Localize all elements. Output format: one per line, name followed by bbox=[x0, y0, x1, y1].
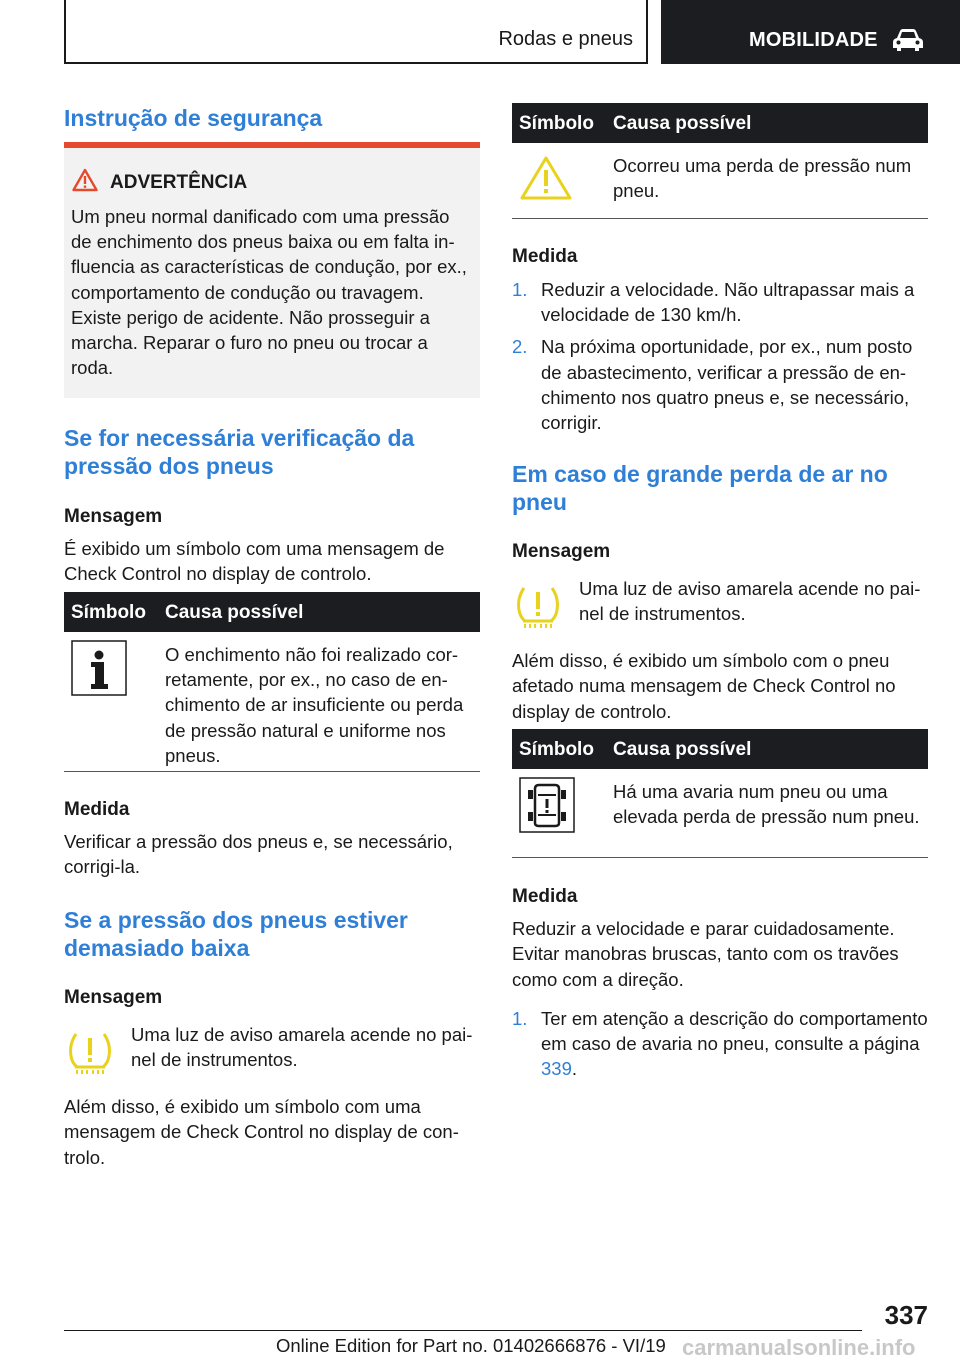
tire-pressure-warning-icon bbox=[515, 584, 561, 635]
car-icon bbox=[891, 27, 925, 58]
table-header-cause: Causa possível bbox=[613, 739, 752, 760]
right-table-1 bbox=[512, 103, 928, 219]
warning-title: ADVERTÊNCIA bbox=[110, 172, 248, 193]
section1-measure-label: Medida bbox=[64, 799, 130, 820]
table-row bbox=[512, 769, 928, 858]
header-section-title: Rodas e pneus bbox=[498, 28, 633, 50]
page-number: 337 bbox=[884, 1300, 928, 1330]
section3-lamp-text: Uma luz de aviso amarela acende no painel de instrumentos. bbox=[579, 578, 921, 625]
table-row bbox=[64, 632, 480, 772]
section2-extra-text: Além disso, é exibido um símbolo com uma mensagem de Check Control no display de controlo. bbox=[64, 1096, 459, 1168]
watermark: carmanualsonline.info bbox=[682, 1335, 916, 1360]
table-header bbox=[512, 729, 928, 769]
page-link[interactable]: 339 bbox=[541, 1058, 572, 1080]
table-header bbox=[64, 592, 480, 632]
section3-measure-label: Medida bbox=[512, 886, 578, 907]
warning-box bbox=[64, 142, 480, 398]
step-number: 1. bbox=[512, 279, 528, 300]
section3-extra-text: Além disso, é exibido um símbolo com o pneu afetado numa mensagem de Check Control no display de controlo. bbox=[512, 650, 896, 722]
table-header-cause: Causa possível bbox=[613, 113, 752, 134]
tire-pressure-warning-icon bbox=[67, 1030, 113, 1081]
section2-message-label: Mensagem bbox=[64, 987, 163, 1008]
section1-table bbox=[64, 592, 480, 772]
section3-heading: Em caso de grande perda de ar no pneu bbox=[512, 461, 888, 515]
car-tire-damage-icon bbox=[519, 777, 575, 838]
section2-lamp-text: Uma luz de aviso amarela acende no painel de instrumentos. bbox=[131, 1024, 473, 1071]
right-measure-label: Medida bbox=[512, 246, 578, 267]
section2-heading: Se a pressão dos pneus estiver demasiado baixa bbox=[64, 907, 408, 961]
step-text: Reduzir a velocidade. Não ultrapassar mais a velocidade de 130 km/h. bbox=[541, 279, 915, 326]
step-text: Na próxima oportunidade, por ex., num posto de abastecimento, verificar a pressão de enchimento nos quatro pneus e, se necessário, corrigir. bbox=[541, 336, 913, 434]
list-item bbox=[512, 334, 928, 435]
right-steps-list bbox=[512, 277, 928, 442]
table-cause-text: O enchimento não foi realizado corretamente, por ex., no caso de enchimento de ar insuficiente ou perda de pressão natural e uniforme nos pneus. bbox=[165, 644, 464, 766]
list-item bbox=[512, 1006, 928, 1082]
section1-message-label: Mensagem bbox=[64, 506, 163, 527]
header-section-box bbox=[64, 0, 648, 64]
right-table-2 bbox=[512, 729, 928, 858]
section1-message-text: É exibido um símbolo com uma mensagem de Check Control no display de controlo. bbox=[64, 538, 445, 585]
table-header-symbol: Símbolo bbox=[519, 739, 594, 760]
table-header-symbol: Símbolo bbox=[71, 602, 146, 623]
header-chapter-bar bbox=[661, 0, 960, 64]
step-number: 1. bbox=[512, 1008, 528, 1029]
table-header bbox=[512, 103, 928, 143]
yellow-warning-triangle-icon bbox=[519, 155, 573, 206]
table-header-symbol: Símbolo bbox=[519, 113, 594, 134]
section3-message-label: Mensagem bbox=[512, 541, 611, 562]
step-text-end: . bbox=[571, 1058, 578, 1080]
section1-measure-text: Verificar a pressão dos pneus e, se necessário, corrigi-la. bbox=[64, 831, 453, 878]
step-number: 2. bbox=[512, 336, 528, 358]
table-cause-text: Há uma avaria num pneu ou uma elevada perda de pressão num pneu. bbox=[613, 781, 920, 828]
footer-edition: Online Edition for Part no. 01402666876 - VI/19 bbox=[276, 1335, 666, 1356]
table-header-cause: Causa possível bbox=[165, 602, 304, 623]
list-item bbox=[512, 277, 928, 327]
section3-measure-text: Reduzir a velocidade e parar cuidadosamente. Evitar manobras bruscas, tanto com os travões como com a direção. bbox=[512, 918, 899, 990]
table-cause-text: Ocorreu uma perda de pressão num pneu. bbox=[613, 155, 912, 202]
warning-triangle-icon bbox=[72, 168, 98, 197]
step-text: Ter em atenção a descrição do comportamento em caso de avaria no pneu, consulte a página bbox=[541, 1008, 928, 1055]
section3-steps-list bbox=[512, 1006, 928, 1089]
footer-divider bbox=[64, 1330, 862, 1331]
safety-heading: Instrução de segurança bbox=[64, 105, 323, 131]
warning-text: Um pneu normal danificado com uma pressão de enchimento dos pneus baixa ou em falta influencia as características de condução, por ex., comportamento de condução ou travagem. Existe perigo de acidente. Não prosseguir a marcha. Reparar o furo no pneu ou trocar a roda. bbox=[71, 206, 467, 379]
table-row bbox=[512, 143, 928, 219]
info-icon bbox=[71, 640, 127, 701]
section1-heading: Se for necessária verificação da pressão dos pneus bbox=[64, 425, 415, 479]
header-chapter-title: MOBILIDADE bbox=[749, 29, 878, 51]
